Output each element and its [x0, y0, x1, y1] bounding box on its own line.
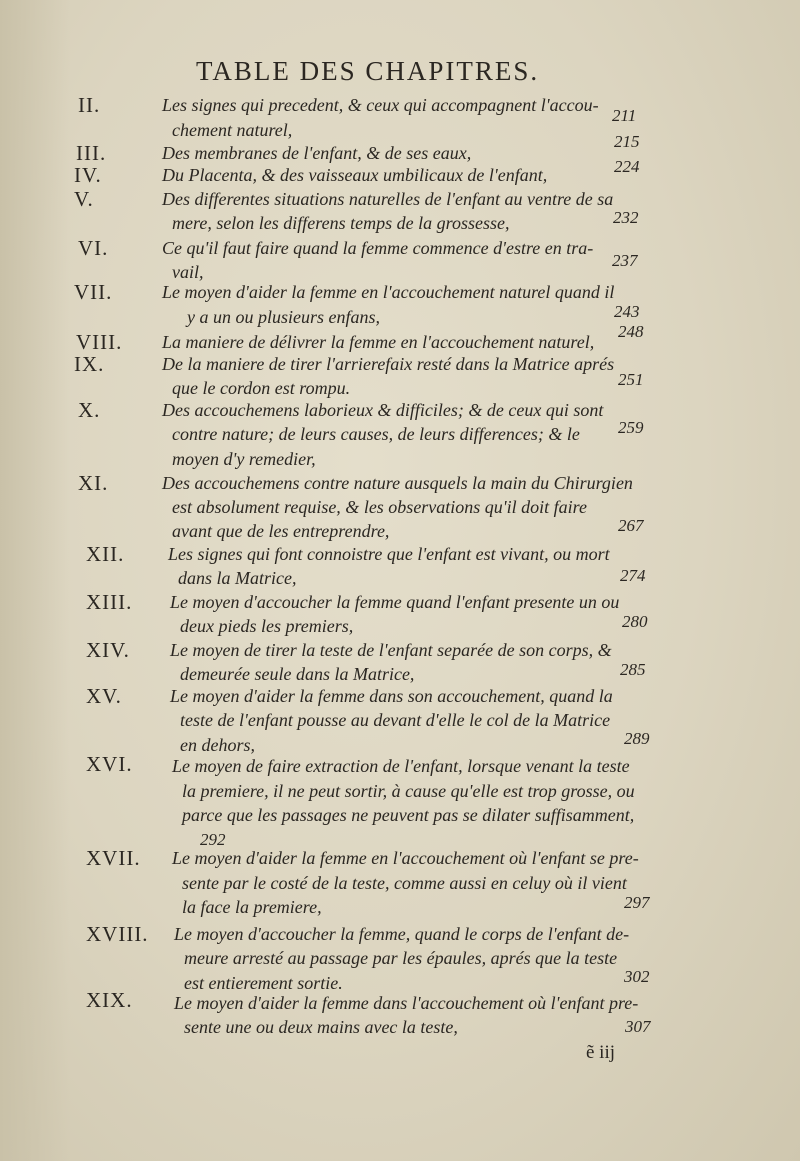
chapter-title-line: Du Placenta, & des vaisseaux umbilicaux de l'enfant, — [162, 165, 548, 185]
chapter-title-line: Des accouchemens laborieux & difficiles; & de ceux qui sont — [162, 400, 604, 420]
chapter-numeral: XVIII. — [86, 922, 149, 946]
chapter-title-line: Le moyen d'aider la femme en l'accouchement naturel quand il — [162, 282, 615, 302]
page-number: 289 — [624, 729, 650, 748]
chapter-title-line: Le moyen d'aider la femme dans l'accouchement où l'enfant pre- — [174, 993, 639, 1013]
page-number: 211 — [612, 106, 637, 125]
page-number: 274 — [620, 566, 646, 585]
chapter-title-line: meure arresté au passage par les épaules, aprés que la teste — [184, 948, 618, 968]
chapter-title-line: Des accouchemens contre nature ausquels la main du Chirurgien — [162, 473, 633, 493]
page-number: 224 — [614, 157, 640, 176]
chapter-numeral: V. — [74, 187, 94, 211]
chapter-numeral: XVII. — [86, 846, 141, 870]
chapter-title-line: y a un ou plusieurs enfans, — [187, 307, 380, 327]
page-number: 243 — [614, 302, 640, 321]
chapter-title-line: sente par le costé de la teste, comme aussi en celuy où il vient — [182, 873, 627, 893]
chapter-title-line: la premiere, il ne peut sortir, à cause qu'elle est trop grosse, ou — [182, 781, 635, 801]
chapter-numeral: XV. — [86, 684, 122, 708]
page-number: 251 — [618, 370, 644, 389]
page-number: 302 — [624, 967, 650, 986]
chapter-title-line: Le moyen d'aider la femme en l'accouchement où l'enfant se pre- — [172, 848, 639, 868]
page-number: 297 — [624, 893, 650, 912]
page-number: 259 — [618, 418, 644, 437]
chapter-title-line: demeurée seule dans la Matrice, — [180, 664, 415, 684]
page-number: 307 — [625, 1017, 651, 1036]
page-number: 285 — [620, 660, 646, 679]
chapter-title-line: mere, selon les differens temps de la grossesse, — [172, 213, 510, 233]
chapter-title-line: teste de l'enfant pousse au devant d'elle le col de la Matrice — [180, 710, 611, 730]
chapter-title-line: Le moyen d'accoucher la femme, quand le corps de l'enfant de- — [174, 924, 630, 944]
chapter-numeral: XI. — [78, 471, 109, 495]
page-title: TABLE DES CHAPITRES. — [196, 56, 540, 86]
chapter-title-line: Des differentes situations naturelles de l'enfant au ventre de sa — [162, 189, 614, 209]
chapter-title-line: Le moyen de tirer la teste de l'enfant separée de son corps, & — [170, 640, 612, 660]
page-number: 280 — [622, 612, 648, 631]
chapter-numeral: VII. — [74, 280, 113, 304]
chapter-numeral: XIV. — [86, 638, 130, 662]
chapter-title-line: contre nature; de leurs causes, de leurs differences; & le — [172, 424, 580, 444]
chapter-title-line: moyen d'y remedier, — [172, 449, 316, 469]
chapter-title-line: Des membranes de l'enfant, & de ses eaux, — [162, 143, 472, 163]
chapter-title-line: Ce qu'il faut faire quand la femme commence d'estre en tra- — [162, 238, 594, 258]
chapter-title-line: dans la Matrice, — [178, 568, 297, 588]
page-number: 232 — [613, 208, 639, 227]
chapter-title-line: parce que les passages ne peuvent pas se dilater suffisamment, — [182, 805, 635, 825]
page-number: 292 — [200, 830, 226, 849]
chapter-numeral: VIII. — [76, 330, 123, 354]
page-number: 267 — [618, 516, 644, 535]
chapter-title-line: Les signes qui font connoistre que l'enfant est vivant, ou mort — [168, 544, 610, 564]
chapter-numeral: III. — [76, 141, 107, 165]
chapter-title-line: est absolument requise, & les observations qu'il doit faire — [172, 497, 587, 517]
page-number: 248 — [618, 322, 644, 341]
chapter-title-line: la face la premiere, — [182, 897, 322, 917]
chapter-numeral: XVI. — [86, 752, 133, 776]
chapter-title-line: deux pieds les premiers, — [180, 616, 354, 636]
page-number: 237 — [612, 251, 638, 270]
chapter-numeral: VI. — [78, 236, 109, 260]
page-number: 215 — [614, 132, 640, 151]
chapter-title-line: Le moyen d'accoucher la femme quand l'enfant presente un ou — [170, 592, 620, 612]
chapter-numeral: X. — [78, 398, 101, 422]
chapter-title-line: en dehors, — [180, 735, 255, 755]
signature-mark: ẽ iij — [586, 1042, 616, 1063]
chapter-numeral: II. — [78, 93, 101, 117]
chapter-title-line: Le moyen d'aider la femme dans son accouchement, quand la — [170, 686, 613, 706]
chapter-numeral: XII. — [86, 542, 125, 566]
chapter-title-line: Les signes qui precedent, & ceux qui accompagnent l'accou- — [162, 95, 599, 115]
chapter-title-line: que le cordon est rompu. — [172, 378, 351, 398]
chapter-title-line: avant que de les entreprendre, — [172, 521, 390, 541]
chapter-title-line: De la maniere de tirer l'arrierefaix resté dans la Matrice aprés — [162, 354, 615, 374]
chapter-numeral: IX. — [74, 352, 105, 376]
chapter-title-line: La maniere de délivrer la femme en l'accouchement naturel, — [162, 332, 595, 352]
chapter-title-line: est entierement sortie. — [184, 973, 343, 993]
chapter-title-line: sente une ou deux mains avec la teste, — [184, 1017, 458, 1037]
chapter-title-line: vail, — [172, 262, 204, 282]
chapter-numeral: XIII. — [86, 590, 133, 614]
page-gutter-shadow — [0, 0, 70, 1161]
chapter-title-line: chement naturel, — [172, 120, 293, 140]
chapter-numeral: XIX. — [86, 988, 133, 1012]
chapter-numeral: IV. — [74, 163, 102, 187]
chapter-title-line: Le moyen de faire extraction de l'enfant, lorsque venant la teste — [172, 756, 630, 776]
